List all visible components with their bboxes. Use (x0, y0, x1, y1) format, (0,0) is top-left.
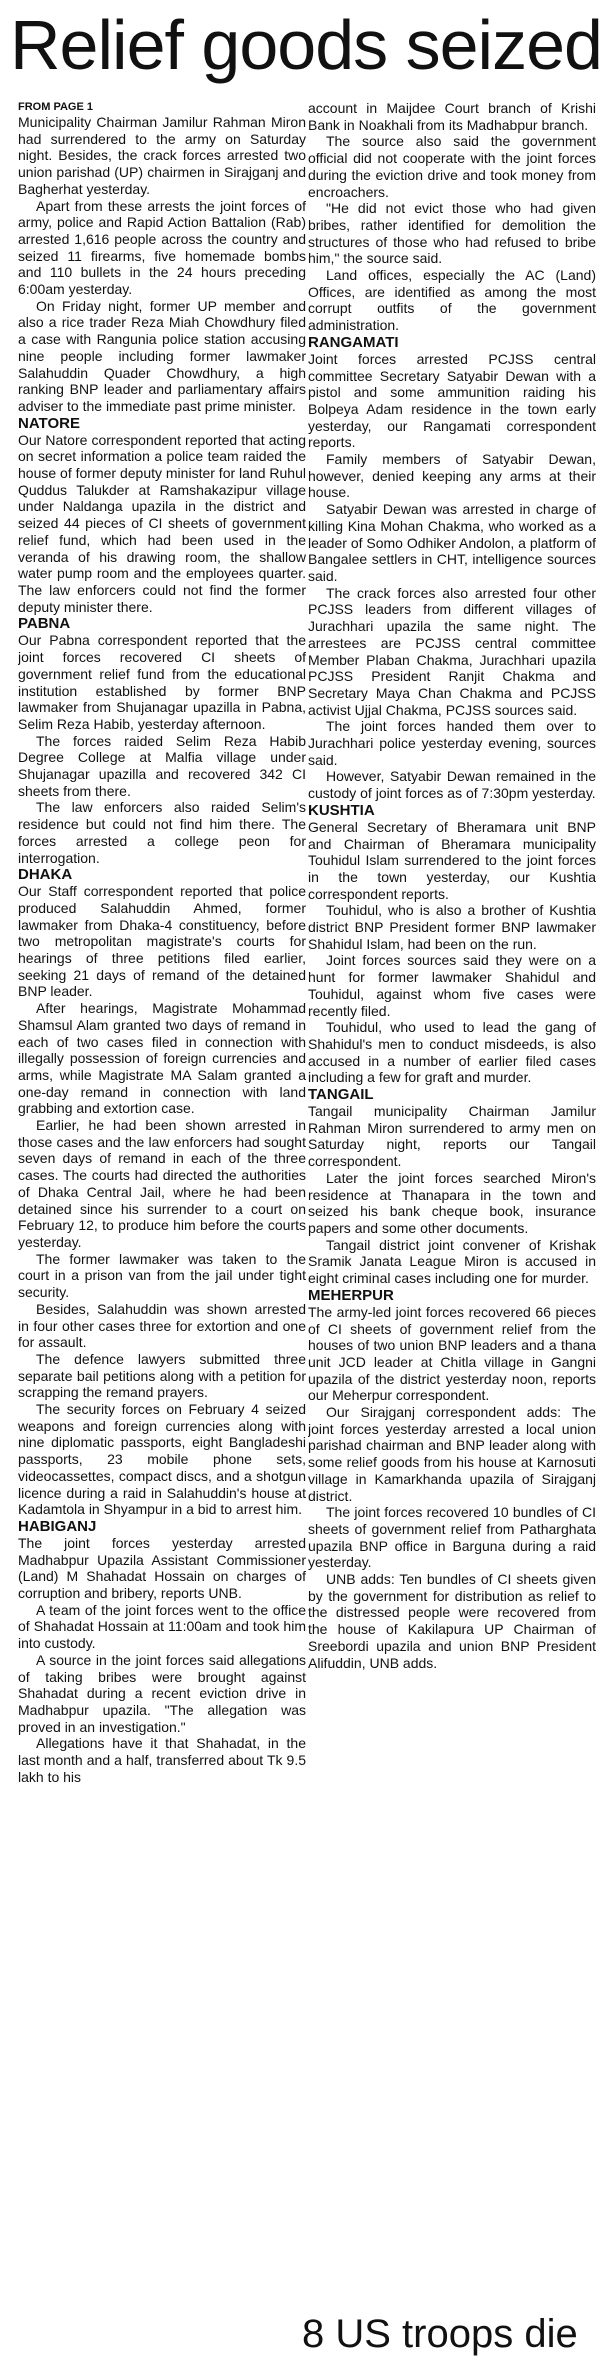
paragraph: The joint forces recovered 10 bundles of CI sheets of government relief from Patharghata upazila BNP office in Barguna during a raid yesterday. (308, 1504, 596, 1571)
left-column-body (18, 114, 306, 1786)
paragraph: Apart from these arrests the joint forces of army, police and Rapid Action Battalion (Rab) arrested 1,616 people across the country and seized 11 firearms, five homemade bombs and 110 bullets in the 24 hours preceding 6:00am yesterday. (18, 197, 306, 298)
kicker-from-page: FROM PAGE 1 (18, 101, 93, 113)
paragraph: The law enforcers also raided Selim's residence but could not find him there. The forces arrested a college peon for interrogation. (18, 799, 306, 866)
section-heading: HABIGANJ (18, 1517, 97, 1535)
paragraph: Touhidul, who used to lead the gang of Shahidul's men to conduct misdeeds, is also accused in a number of earlier filed cases including a few for graft and murder. (308, 1019, 596, 1086)
section-heading: MEHERPUR (308, 1286, 394, 1304)
paragraph: Municipality Chairman Jamilur Rahman Miron had surrendered to the army on Saturday night. Besides, the crack forces arrested two union parishad (UP) chairmen in Sirajganj and Bagherhat yesterday. (18, 114, 306, 197)
paragraph: "He did not evict those who had given bribes, rather identified for demolition the structures of those who had refused to bribe him," the source said. (308, 200, 596, 267)
paragraph: However, Satyabir Dewan remained in the custody of joint forces as of 7:30pm yesterday. (308, 768, 596, 802)
paragraph: The forces raided Selim Reza Habib Degree College at Malfia village under Shujanagar upazilla and recovered 342 CI sheets from there. (18, 732, 306, 799)
paragraph: The joint forces yesterday arrested Madhabpur Upazila Assistant Commissioner (Land) M Shahadat Hossain on charges of corruption and bribery, reports UNB. (18, 1534, 306, 1602)
paragraph: Joint forces sources said they were on a hunt for former lawmaker Shahidul and Touhidul, against whom five cases were recently filed. (308, 952, 596, 1019)
paragraph: Our Sirajganj correspondent adds: The joint forces yesterday arrested a local union parishad chairman and BNP leader along with some relief goods from his house at Karnosuti village in Kamarkhanda upazila of Sirajganj district. (308, 1404, 596, 1504)
paragraph: General Secretary of Bheramara unit BNP and Chairman of Bheramara municipality Touhidul Islam surrendered to the joint forces in the town yesterday, our Kushtia correspondent reports. (308, 818, 596, 902)
section-heading: RANGAMATI (308, 333, 399, 351)
paragraph: The joint forces handed them over to Jurachhari police yesterday evening, sources said. (308, 718, 596, 768)
paragraph: The defence lawyers submitted three separate bail petitions along with a petition for scrapping the remand prayers. (18, 1350, 306, 1401)
paragraph: The army-led joint forces recovered 66 pieces of CI sheets of government relief from the houses of two union BNP leaders and a thana unit JCD leader at Chitla village in Gangni upazila of the district yesterday noon, reports our Meherpur correspondent. (308, 1303, 596, 1404)
paragraph: Land offices, especially the AC (Land) Offices, are identified as among the most corrupt outfits of the government administration. (308, 267, 596, 334)
next-story-headline: 8 US troops die (302, 2312, 578, 2356)
paragraph: Tangail district joint convener of Krishak Sramik Janata League Miron is accused in eight criminal cases including one for murder. (308, 1236, 596, 1287)
paragraph: UNB adds: Ten bundles of CI sheets given by the government for distribution as relief to the distressed people were recovered from the house of Kakilapura UP Chairman of Sreebordi upazila and union BNP President Alifuddin, UNB adds. (308, 1571, 596, 1671)
article-column-left (18, 100, 306, 2315)
paragraph: Touhidul, who is also a brother of Kushtia district BNP President former BNP lawmaker Shahidul Islam, had been on the run. (308, 902, 596, 952)
section-heading: TANGAIL (308, 1086, 374, 1104)
paragraph: After hearings, Magistrate Mohammad Shamsul Alam granted two days of remand in each of two cases filed in connection with illegally possession of foreign currencies and arms, while Magistrate MA Salam granted a one-day remand in connection with land grabbing and extortion case. (18, 1000, 306, 1117)
section-heading: KUSHTIA (308, 801, 375, 819)
paragraph: Joint forces arrested PCJSS central committee Secretary Satyabir Dewan with a pistol and some ammunition raiding his Bolpeya Adam residence in the town early yesterday, our Rangamati correspondent reports. (308, 350, 596, 451)
paragraph: Family members of Satyabir Dewan, however, denied keeping any arms at their house. (308, 451, 596, 501)
paragraph: Besides, Salahuddin was shown arrested in four other cases three for extortion and one for assault. (18, 1300, 306, 1351)
paragraph: The source also said the government official did not cooperate with the joint forces during the eviction drive and took money from encroachers. (308, 133, 596, 200)
paragraph: Allegations have it that Shahadat, in the last month and a half, transferred about Tk 9.5 lakh to his (18, 1735, 306, 1785)
paragraph: On Friday night, former UP member and also a rice trader Reza Miah Chowdhury filed a case with Rangunia police station accusing nine people including former lawmaker Salahuddin Quader Chowdhury, a high ranking BNP leader and parliamentary affairs adviser to the immediate past prime minister. (18, 297, 306, 414)
paragraph: Our Natore correspondent reported that acting on secret information a police team raided the house of former deputy minister for land Ruhul Quddus Talukder at Ramshakazipur village under Naldanga upazila in the district and seized 44 pieces of CI sheets of government relief fund, which had been used in the veranda of his drawing room, the shallow water pump room and the employees quarter. The law enforcers could not find the former deputy minister there. (18, 431, 306, 615)
paragraph: The security forces on February 4 seized weapons and foreign currencies along with nine diplomatic passports, eight Bangladeshi passports, 23 mobile phone sets, videocassettes, compact discs, and a shotgun licence during a raid in Salahuddin's house at Kadamtola in Shyampur in a bid to arrest him. (18, 1401, 306, 1518)
paragraph: Later the joint forces searched Miron's residence at Thanapara in the town and seized his bank cheque book, insurance papers and some other documents. (308, 1169, 596, 1236)
paragraph: account in Maijdee Court branch of Krishi Bank in Noakhali from its Madhabpur branch. (308, 100, 596, 133)
section-heading: NATORE (18, 414, 80, 432)
paragraph: Satyabir Dewan was arrested in charge of killing Kina Mohan Chakma, who worked as a leader of Somo Odhiker Andolon, a platform of Bangalee settlers in CHT, intelligence sources said. (308, 501, 596, 584)
paragraph: Our Pabna correspondent reported that the joint forces recovered CI sheets of government relief fund from the educational institution established by former BNP lawmaker from Shujanagar upazilla in Pabna, Selim Reza Habib, yesterday afternoon. (18, 632, 306, 732)
paragraph: Tangail municipality Chairman Jamilur Rahman Miron surrendered to army men on Saturday night, reports our Tangail correspondent. (308, 1103, 596, 1170)
paragraph: Our Staff correspondent reported that police produced Salahuddin Ahmed, former lawmaker from Dhaka-4 constituency, before two metropolitan magistrate's courts for hearings of three petitions filed earlier, seeking 21 days of remand of the detained BNP leader. (18, 883, 306, 1000)
paragraph: The crack forces also arrested four other PCJSS leaders from different villages of Jurachhari upazila the same night. The arrestees are PCJSS central committee Member Plaban Chakma, Jurachhari upazila PCJSS President Ranjit Chakma and Secretary Maya Chan Chakma and PCJSS activist Ujjal Chakma, PCJSS sources said. (308, 584, 596, 718)
article-column-right (308, 100, 596, 2315)
right-column-body (308, 100, 596, 1671)
paragraph: A team of the joint forces went to the office of Shahadat Hossain at 11:00am and took him into custody. (18, 1601, 306, 1652)
paragraph: The former lawmaker was taken to the court in a prison van from the jail under tight security. (18, 1250, 306, 1301)
section-heading: PABNA (18, 615, 71, 633)
paragraph: Earlier, he had been shown arrested in those cases and the law enforcers had sought seven days of remand in each of the three cases. The courts had directed the authorities of Dhaka Central Jail, where he had been detained since his surrender to a court on February 12, to produce him before the courts yesterday. (18, 1117, 306, 1250)
paragraph: A source in the joint forces said allegations of taking bribes were brought against Shahadat during a recent eviction drive in Madhabpur upazila. "The allegation was proved in an investigation." (18, 1651, 306, 1735)
page-headline: Relief goods seized (10, 6, 602, 84)
section-heading: DHAKA (18, 866, 73, 884)
